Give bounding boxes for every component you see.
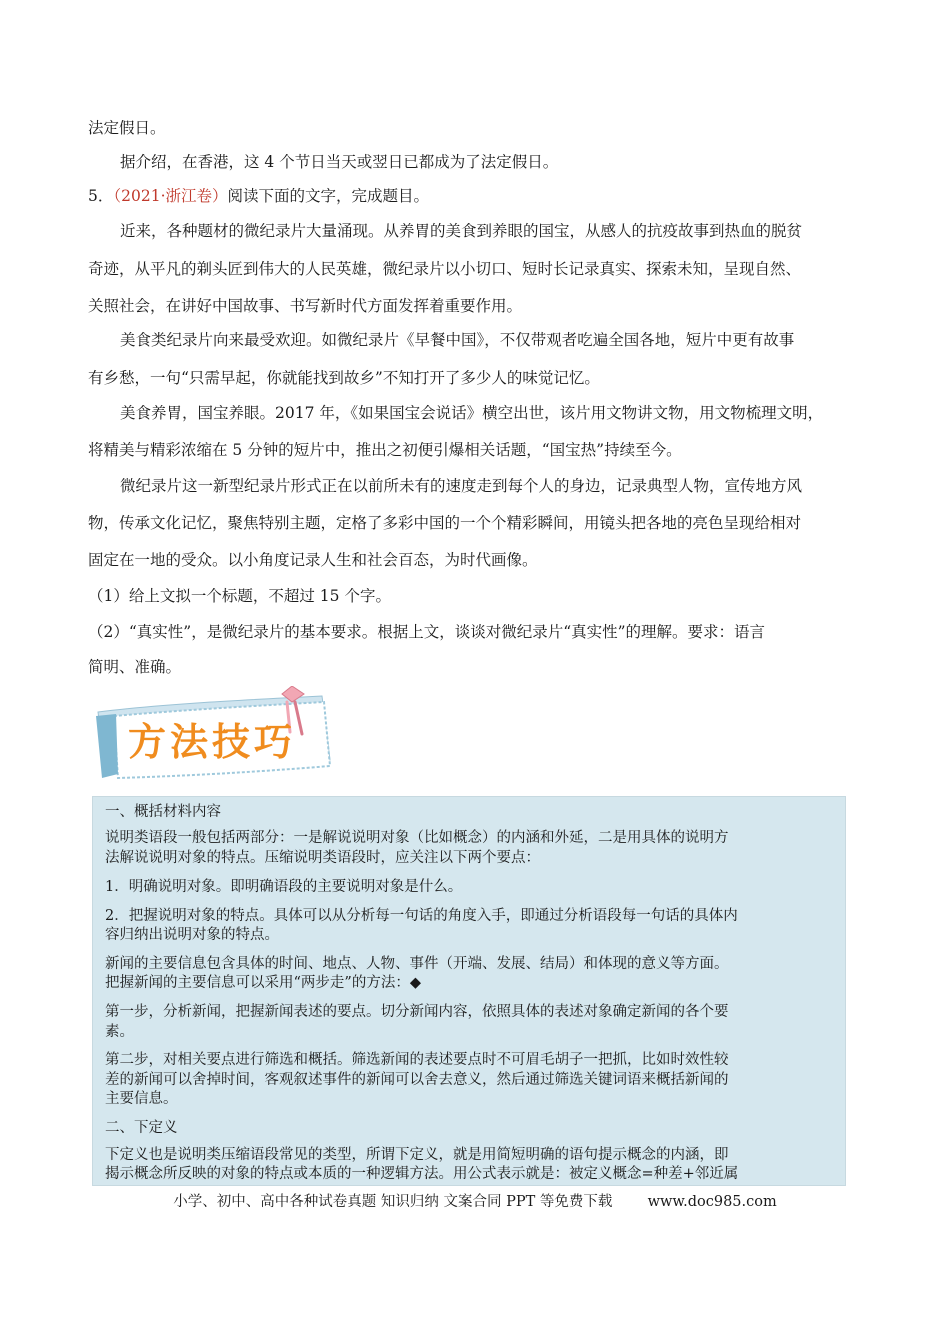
sub-question-1: （1）给上文拟一个标题，不超过 15 个字。 [88, 587, 391, 605]
passage-line: 物，传承文化记忆，聚焦特别主题，定格了多彩中国的一个个精彩瞬间，用镜头把各地的亮色呈现给相对 [88, 514, 802, 532]
question-instruction: 阅读下面的文字，完成题目。 [227, 187, 430, 205]
passage-line: 有乡愁，一句“只需早起，你就能找到故乡”不知打开了多少人的味觉记忆。 [88, 369, 600, 387]
passage-line: 美食类纪录片向来最受欢迎。如微纪录片《早餐中国》，不仅带观者吃遍全国各地，短片中更有故事 [120, 331, 795, 349]
method-line: 揭示概念所反映的对象的特点或本质的一种逻辑方法。用公式表示就是：被定义概念=种差+邻近属 [105, 1166, 739, 1182]
passage-line: 奇迹，从平凡的剃头匠到伟大的人民英雄，微纪录片以小切口、短时长记录真实、探索未知，呈现自然、 [88, 260, 802, 278]
method-box [92, 796, 846, 1186]
method-line: 容归纳出说明对象的特点。 [105, 927, 279, 943]
passage-line: 微纪录片这一新型纪录片形式正在以前所未有的速度走到每个人的身边，记录典型人物，宣传地方风 [120, 477, 803, 495]
sub-question-2-cont: 简明、准确。 [88, 658, 182, 676]
text-line: 法定假日。 [88, 119, 166, 137]
method-line: 1．明确说明对象。即明确语段的主要说明对象是什么。 [105, 879, 463, 895]
passage-line: 固定在一地的受众。以小角度记录人生和社会百态，为时代画像。 [88, 551, 538, 569]
question-number: 5． [88, 187, 114, 205]
question-source: （2021·浙江卷） [113, 187, 228, 205]
text-line: 据介绍，在香港，这 4 个节日当天或翌日已都成为了法定假日。 [120, 153, 559, 171]
footer-link[interactable]: www.doc985.com [647, 1194, 777, 1210]
method-line: 一、概括材料内容 [105, 804, 221, 820]
method-line: 第二步，对相关要点进行筛选和概括。筛选新闻的表述要点时不可眉毛胡子一把抓，比如时效性较 [105, 1052, 729, 1068]
method-line: 素。 [105, 1024, 134, 1040]
method-line: 把握新闻的主要信息可以采用“两步走”的方法：◆ [105, 975, 421, 991]
page-footer [0, 1192, 950, 1212]
method-line: 二、下定义 [105, 1120, 178, 1136]
method-line: 差的新闻可以舍掉时间，客观叙述事件的新闻可以舍去意义，然后通过筛选关键词语来概括新闻的 [105, 1072, 729, 1088]
passage-line: 将精美与精彩浓缩在 5 分钟的短片中，推出之初便引爆相关话题，“国宝热”持续至今。 [88, 441, 682, 459]
banner-title: 方法技巧 [128, 720, 297, 764]
footer-text: 小学、初中、高中各种试卷真题 知识归纳 文案合同 PPT 等免费下载 [173, 1194, 613, 1210]
method-line: 法解说说明对象的特点。压缩说明类语段时，应关注以下两个要点： [105, 850, 540, 866]
question-header [88, 186, 429, 206]
method-line: 说明类语段一般包括两部分：一是解说说明对象（比如概念）的内涵和外延，二是用具体的说明方 [105, 830, 729, 846]
method-line: 第一步，分析新闻，把握新闻表述的要点。切分新闻内容，依照具体的表述对象确定新闻的各个要 [105, 1004, 729, 1020]
method-line: 主要信息。 [105, 1091, 178, 1107]
method-banner [92, 686, 342, 786]
method-line: 2．把握说明对象的特点。具体可以从分析每一句话的角度入手，即通过分析语段每一句话的具体内 [105, 908, 738, 924]
passage-line: 美食养胃，国宝养眼。2017 年，《如果国宝会说话》横空出世，该片用文物讲文物，用文物梳理文明， [120, 404, 824, 422]
sub-question-2: （2）“真实性”，是微纪录片的基本要求。根据上文，谈谈对微纪录片“真实性”的理解。要求：语言 [88, 623, 766, 641]
method-line: 下定义也是说明类压缩语段常见的类型，所谓下定义，就是用简短明确的语句提示概念的内涵，即 [105, 1147, 729, 1163]
passage-line: 关照社会，在讲好中国故事、书写新时代方面发挥着重要作用。 [88, 297, 523, 315]
passage-line: 近来，各种题材的微纪录片大量涌现。从养胃的美食到养眼的国宝，从感人的抗疫故事到热血的脱贫 [120, 222, 803, 240]
method-line: 新闻的主要信息包含具体的时间、地点、人物、事件（开端、发展、结局）和体现的意义等方面。 [105, 956, 729, 972]
